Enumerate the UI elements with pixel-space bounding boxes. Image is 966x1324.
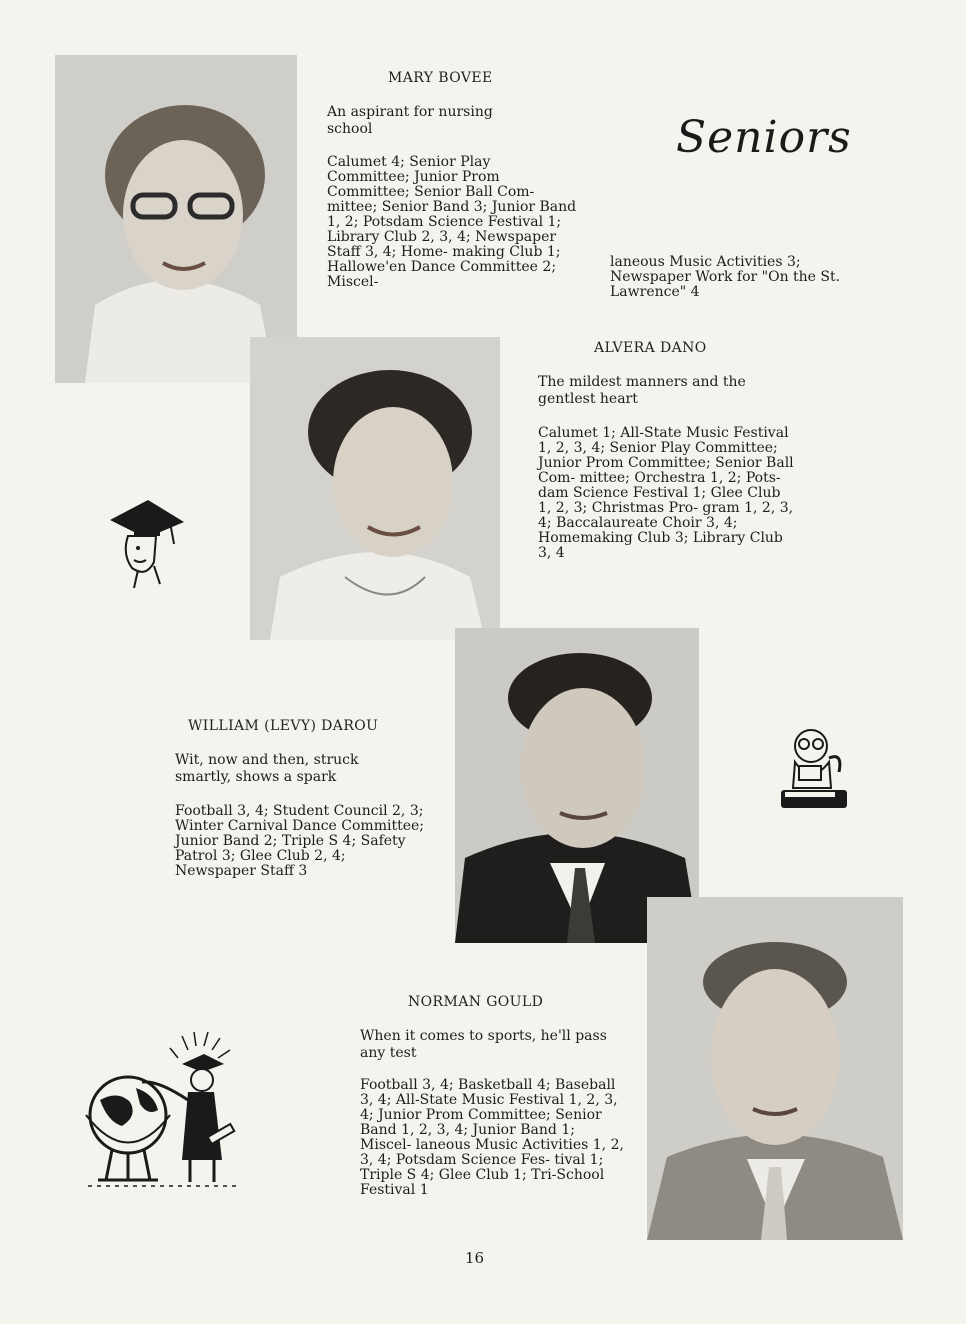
senior-activities-norman-gould: Football 3, 4; Basketball 4; Baseball 3, 4; All-State Music Festival 1, 2, 3, 4; Junior Prom Committee; Senior Band 1, 2, 3, 4; Junior Band 1; Miscel- laneous Music Activities 1, 2, 3, 4; Potsdam Science Fes- tival 1; Triple S 4; Glee Club 1; Tri-School Festival 1 xyxy=(360,1077,624,1198)
senior-motto-norman-gould: When it comes to sports, he'll pass any test xyxy=(360,1028,607,1061)
page-title: Seniors xyxy=(676,112,852,163)
senior-activities-mary-bovee-continued: laneous Music Activities 3; Newspaper Work for "On the St. Lawrence" 4 xyxy=(610,254,841,300)
senior-name-william-darou: WILLIAM (LEVY) DAROU xyxy=(188,718,379,734)
senior-name-norman-gould: NORMAN GOULD xyxy=(408,994,544,1010)
portrait-norman-gould xyxy=(647,897,903,1240)
portrait-mary-bovee xyxy=(55,55,297,383)
senior-activities-william-darou: Football 3, 4; Student Council 2, 3; Winter Carnival Dance Committee; Junior Band 2; Triple S 4; Safety Patrol 3; Glee Club 2, 4; Newspaper Staff 3 xyxy=(175,803,424,879)
graduate-globe-cartoon-icon xyxy=(78,1030,248,1190)
graduate-cap-cartoon-icon xyxy=(108,492,184,588)
senior-name-mary-bovee: MARY BOVEE xyxy=(388,70,493,86)
senior-motto-william-darou: Wit, now and then, struck smartly, shows a spark xyxy=(175,752,359,785)
senior-activities-alvera-dano: Calumet 1; All-State Music Festival 1, 2, 3, 4; Senior Play Committee; Junior Prom Committee; Senior Ball Com- mittee; Orchestra 1, 2; Pots- dam Science Festival 1; Glee Club 1, 2, 3; Christmas Pro- gram 1, 2, 3, 4; Baccalaureate Choir 3, 4; Homemaking Club 3; Library Club 3, 4 xyxy=(538,425,794,561)
portrait-william-darou xyxy=(455,628,699,943)
senior-motto-alvera-dano: The mildest manners and the gentlest heart xyxy=(538,374,746,407)
senior-name-alvera-dano: ALVERA DANO xyxy=(594,340,707,356)
senior-motto-mary-bovee: An aspirant for nursing school xyxy=(327,104,493,137)
reading-owl-cartoon-icon xyxy=(777,722,851,810)
portrait-alvera-dano xyxy=(250,337,500,640)
senior-activities-mary-bovee: Calumet 4; Senior Play Committee; Junior Prom Committee; Senior Ball Com- mittee; Senior Band 3; Junior Band 1, 2; Potsdam Science Festival 1; Library Club 2, 3, 4; Newspaper Staff 3, 4; Home- making Club 1; Hallowe'en Dance Committee 2; Miscel- xyxy=(327,154,577,290)
page-number: 16 xyxy=(465,1249,485,1267)
